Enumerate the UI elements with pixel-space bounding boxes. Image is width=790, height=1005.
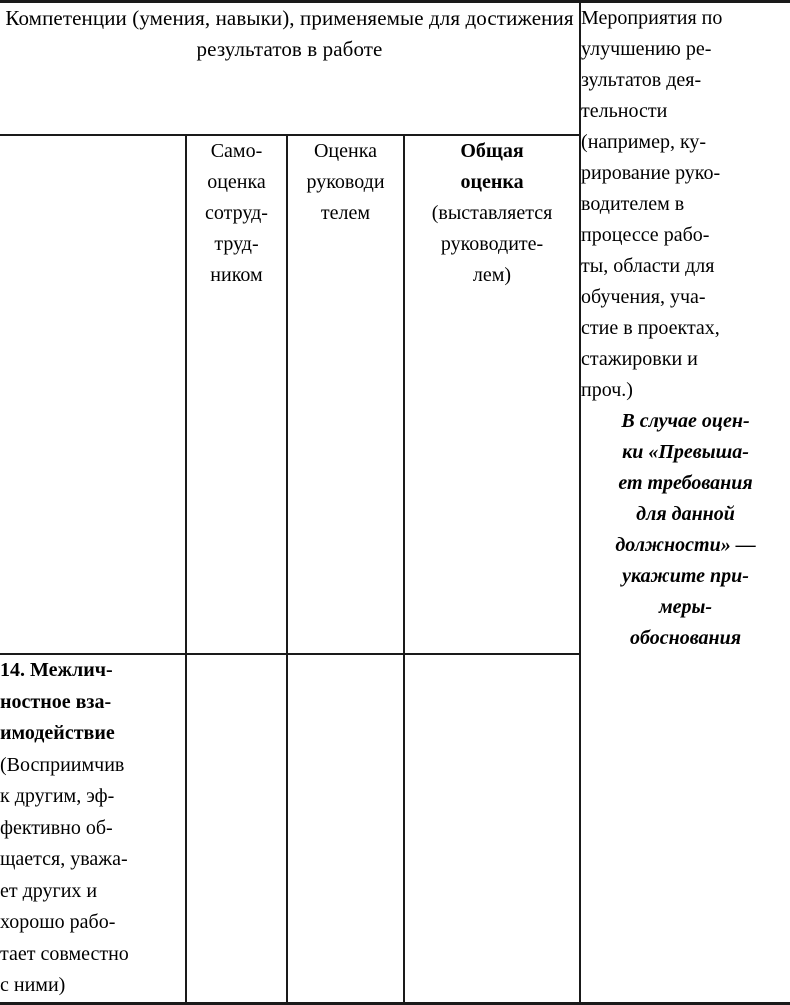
header-col-self-assessment-line-2: сотруд- (205, 202, 268, 225)
header-col-overall-assessment-normal-2: лем) (472, 264, 512, 287)
header-measures-note-line-3: для данной (636, 503, 735, 525)
row-competency-description (0, 654, 186, 1003)
header-measures-note-line-6: меры- (658, 596, 713, 618)
row-competency-title-line-0: 14. Межлич- (0, 659, 113, 681)
row-competency-desc-line-2: фективно об- (0, 816, 113, 839)
header-measures-title-line-0: Мероприятия по (581, 7, 723, 29)
header-col-overall-assessment-normal-0: (выставляется (431, 202, 553, 225)
header-measures-title-line-2: зультатов дея- (581, 69, 702, 91)
header-col-overall-assessment-bold-0: Общая (460, 140, 524, 163)
row-competency-desc-line-6: тает совместно (0, 942, 129, 965)
header-measures-title-line-4: (например, ку- (581, 131, 707, 153)
header-col-manager-assessment-line-2: телем (320, 202, 371, 225)
header-col-self-assessment-line-1: оценка (207, 171, 266, 194)
header-measures-note-line-1: ки «Превыша- (622, 441, 749, 463)
header-competencies-title-text: Компетенции (умения, навыки), применяемые для достижения результатов в работе (5, 6, 574, 61)
row-competency-desc-line-3: щается, уважа- (0, 848, 128, 870)
header-measures-note-line-7: обоснования (630, 627, 742, 649)
header-measures-title-line-7: процессе рабо- (581, 224, 710, 246)
header-col-overall-assessment-normal-1: руководите- (440, 233, 544, 256)
table-row (0, 654, 790, 1003)
row-self-assessment-cell[interactable] (186, 654, 287, 1003)
header-col-self-assessment (186, 135, 287, 654)
row-measures-cell[interactable] (580, 654, 790, 1003)
table-header-row-title (0, 2, 790, 136)
header-measures-title-line-3: тельности (581, 100, 668, 122)
header-measures-note-line-4: должности» — (615, 534, 756, 556)
row-competency-desc-line-1: к другим, эф- (0, 785, 115, 807)
row-overall-assessment-cell[interactable] (404, 654, 580, 1003)
header-col-overall-assessment-bold-1: оценка (460, 171, 524, 194)
row-manager-assessment-cell[interactable] (287, 654, 404, 1003)
header-measures-title (580, 2, 790, 655)
header-measures-note-line-5: укажите при- (622, 565, 749, 587)
header-col-self-assessment-line-0: Само- (210, 140, 263, 163)
header-col-self-assessment-line-4: ником (210, 264, 263, 287)
header-measures-note-line-2: ет требования (618, 472, 753, 494)
header-col-manager-assessment-line-1: руководи (306, 171, 385, 194)
header-col-manager-assessment-line-0: Оценка (313, 140, 378, 163)
header-col-manager-assessment (287, 135, 404, 654)
row-competency-desc-line-0: (Восприимчив (0, 753, 125, 776)
row-competency-desc-line-5: хорошо рабо- (0, 911, 116, 933)
row-competency-title-line-2: имодействие (0, 722, 115, 744)
header-measures-title-line-5: рирование руко- (581, 162, 721, 184)
header-measures-title-line-12: проч.) (581, 379, 633, 401)
header-measures-title-line-6: водителем в (581, 193, 685, 215)
header-col-overall-assessment (404, 135, 580, 654)
header-measures-title-line-1: улучшению ре- (581, 38, 712, 60)
header-col-self-assessment-line-3: труд- (214, 233, 259, 256)
row-competency-desc-line-4: ет других и (0, 879, 98, 902)
header-measures-title-line-8: ты, области для (581, 255, 715, 277)
header-measures-note-line-0: В случае оцен- (621, 410, 750, 432)
header-competencies-title (0, 2, 580, 136)
header-measures-title-line-9: обучения, уча- (581, 286, 706, 308)
header-spacer-cell (0, 135, 186, 654)
row-competency-desc-line-7: с ними) (0, 974, 66, 996)
row-competency-title-line-1: ностное вза- (0, 690, 112, 713)
header-measures-title-line-11: стажировки и (581, 348, 698, 370)
header-measures-note (581, 406, 790, 654)
header-measures-title-line-10: стие в проектах, (581, 317, 720, 339)
